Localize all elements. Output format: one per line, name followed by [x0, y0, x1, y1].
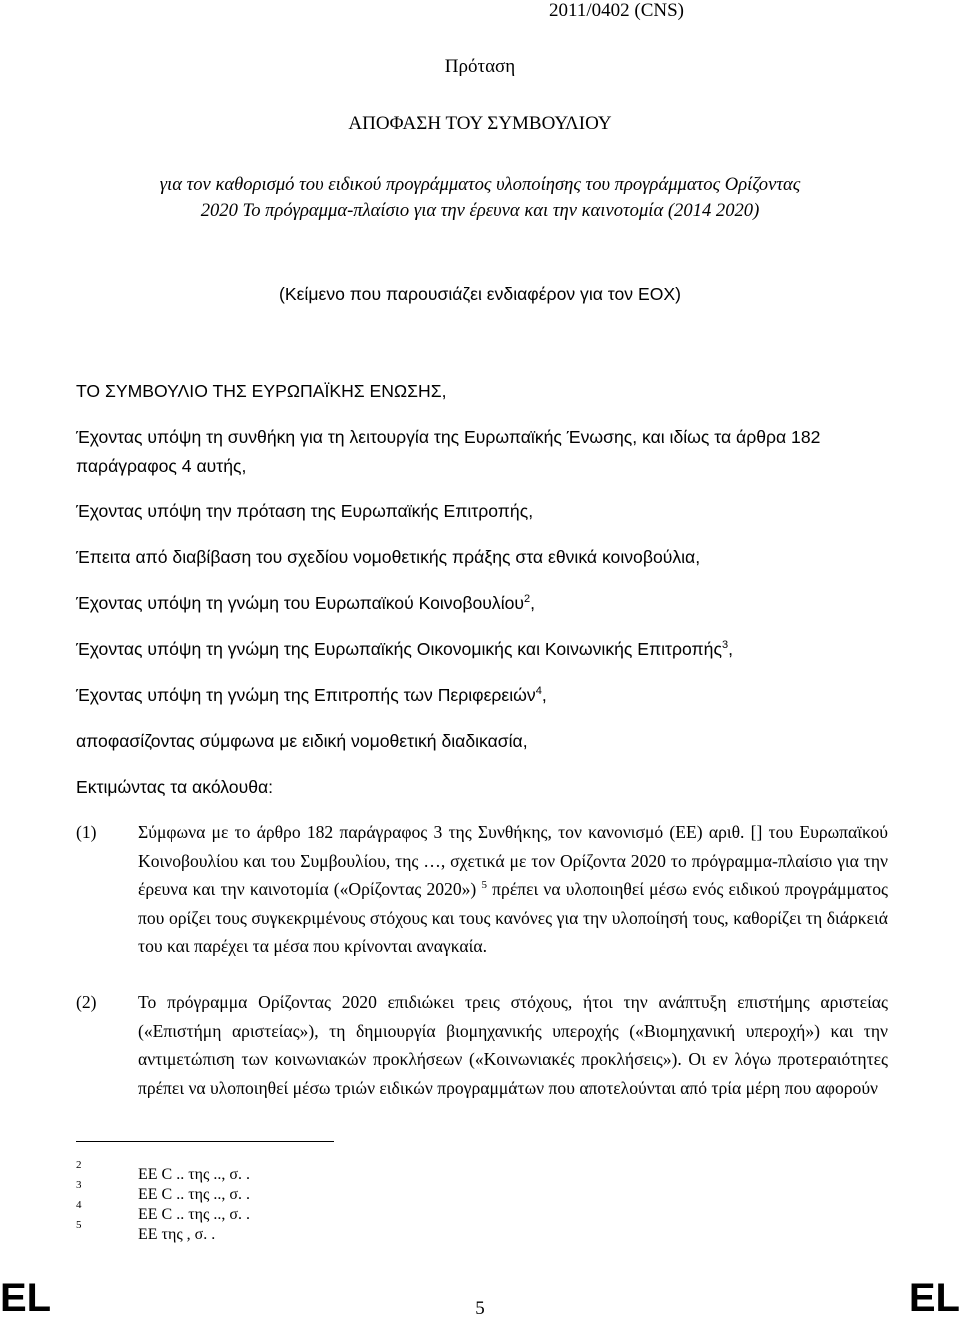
footnote-reference[interactable]: 2 — [524, 593, 531, 605]
recital — [76, 773, 888, 802]
recital — [76, 423, 888, 481]
decision-subtitle — [70, 172, 890, 224]
recital-text: Έχοντας υπόψη τη συνθήκη για τη λειτουργία της Ευρωπαϊκής Ένωσης, και ιδίως τα άρθρα 182 παράγραφος 4 αυτής, — [76, 427, 821, 476]
subtitle-line-1: για τον καθορισμό του ειδικού προγράμματος υλοποίησης του προγράμματος Ορίζοντας — [159, 174, 801, 195]
consideration-number: (1) — [76, 822, 97, 842]
footnote-number: 5 — [76, 1219, 82, 1231]
recital-text: Έπειτα από διαβίβαση του σχεδίου νομοθετικής πράξης στα εθνικά κοινοβούλια, — [76, 547, 701, 567]
recital-punctuation: , — [541, 685, 547, 705]
proposal-label: Πρόταση — [444, 56, 516, 77]
subtitle-line-2: 2020 Το πρόγραμμα-πλαίσιο για την έρευνα και την καινοτομία (2014 2020) — [200, 200, 760, 221]
recital-text: αποφασίζοντας σύμφωνα με ειδική νομοθετική διαδικασία, — [76, 731, 528, 751]
consideration-item — [76, 818, 888, 961]
footnote-text: ΕΕ C .. της .., σ. . — [138, 1206, 250, 1223]
page-number: 5 — [475, 1298, 485, 1319]
recital-text: Έχοντας υπόψη τη γνώμη της Επιτροπής των Περιφερειών — [76, 685, 536, 705]
footnote-reference[interactable]: 4 — [535, 685, 542, 697]
recital — [76, 635, 888, 664]
footnote-text: ΕΕ της , σ. . — [138, 1226, 216, 1243]
recital-text: Έχοντας υπόψη τη γνώμη του Ευρωπαϊκού Κοινοβουλίου — [76, 593, 525, 613]
council-heading: ΤΟ ΣΥΜΒΟΥΛΙΟ ΤΗΣ ΕΥΡΩΠΑΪΚΗΣ ΕΝΩΣΗΣ, — [76, 381, 447, 401]
language-code-right: EL — [908, 1276, 960, 1320]
consideration-text: Το πρόγραμμα Ορίζοντας 2020 επιδιώκει τρεις στόχους, ήτοι την ανάπτυξη επιστήμης αριστείας («Επιστήμη αριστείας»), τη δημιουργία βιομηχανικής υπεροχής («Βιομηχανική υπεροχή») και την αντιμετώπιση των κοινωνιακών προκλήσεων («Κοινωνιακές προκλήσεις»). Οι εν λόγω προτεραιότητες πρέπει να υλοποιηθεί μέσω τριών ειδικών προγραμμάτων που αποτελούνται από τρία μέρη που αφορούν — [138, 992, 888, 1098]
recital — [76, 543, 888, 572]
footnote-text: ΕΕ C .. της .., σ. . — [138, 1166, 250, 1183]
footnote-number: 4 — [76, 1199, 82, 1211]
consideration-text: Σύμφωνα με το άρθρο 182 παράγραφος 3 της Συνθήκης, τον κανονισμό (ΕΕ) αριθ. [] του Ευρωπαϊκού Κοινοβουλίου και του Συμβουλίου, της …, σχετικά με τον Ορίζοντα 2020 το πρόγραμμα-πλαίσιο για την έρευνα και την καινοτομία («Ορίζοντας 2020») $^5$ πρέπει να υλοποιηθεί μέσω ενός ειδικού προγράμματος που ορίζει τους συγκεκριμένους στόχους και τους κανόνες για την υλοποίησή τους, καθορίζει τη διάρκειά του και παρέχει τα μέσα που κρίνονται αναγκαία. — [138, 822, 888, 957]
recital — [76, 681, 888, 710]
recital-text: Έχοντας υπόψη τη γνώμη της Ευρωπαϊκής Οικονομικής και Κοινωνικής Επιτροπής — [76, 639, 722, 659]
eea-relevance-note: (Κείμενο που παρουσιάζει ενδιαφέρον για τον ΕΟΧ) — [279, 284, 681, 304]
recital-text: Εκτιμώντας τα ακόλουθα: — [76, 777, 274, 797]
recital — [76, 497, 888, 526]
consideration-item — [76, 988, 888, 1102]
recital — [76, 727, 888, 756]
recital — [76, 589, 888, 618]
recital-text: Έχοντας υπόψη την πρόταση της Ευρωπαϊκής Επιτροπής, — [76, 501, 534, 521]
language-code-left: EL — [0, 1276, 52, 1320]
footnote-separator — [76, 1141, 334, 1142]
document-reference: 2011/0402 (CNS) — [549, 0, 684, 21]
footnote-reference[interactable]: 3 — [721, 639, 729, 651]
footnote-number: 2 — [76, 1159, 82, 1171]
recital-punctuation: , — [530, 593, 536, 613]
consideration-number: (2) — [76, 992, 97, 1012]
footnote-reference[interactable]: 5 — [481, 879, 487, 892]
footnote-number: 3 — [76, 1179, 82, 1191]
decision-title: ΑΠΟΦΑΣΗ ΤΟΥ ΣΥΜΒΟΥΛΙΟΥ — [348, 113, 612, 134]
footnote-text: ΕΕ C .. της .., σ. . — [138, 1186, 250, 1203]
recital-punctuation: , — [728, 639, 733, 659]
